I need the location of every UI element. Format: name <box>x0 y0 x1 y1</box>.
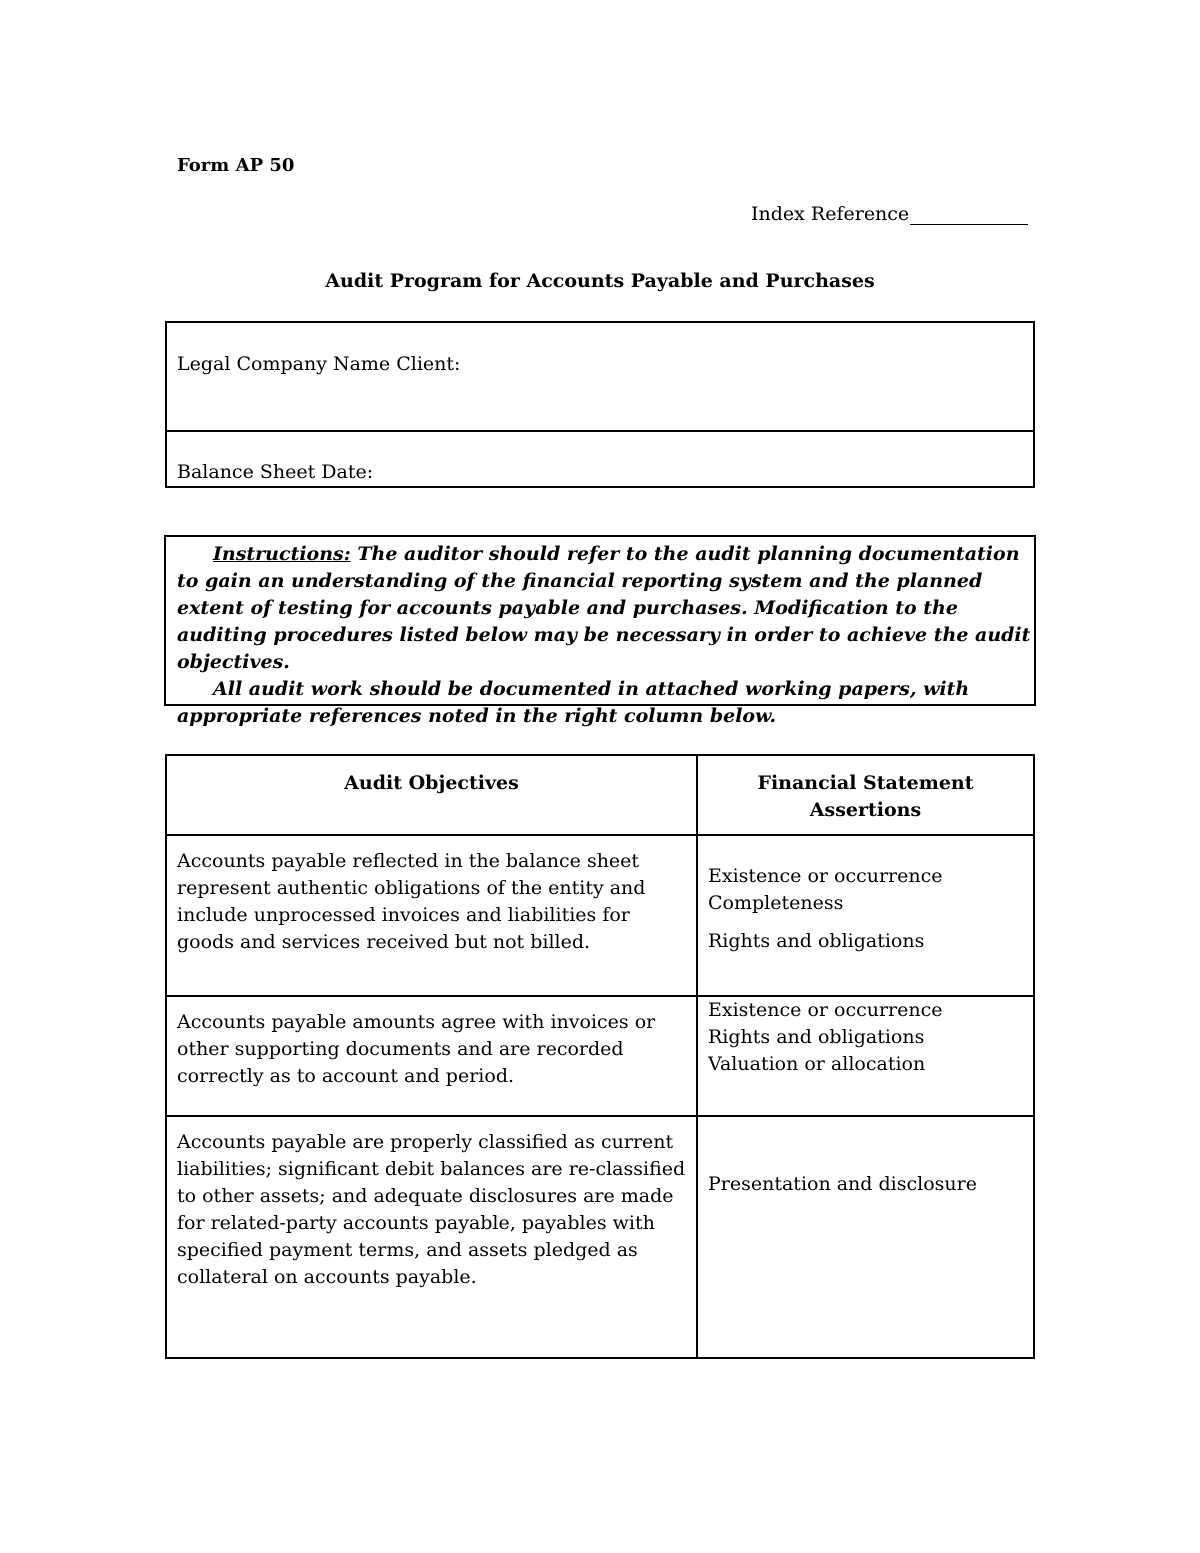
instructions-paragraph-1 <box>177 541 1034 676</box>
index-reference-field[interactable] <box>910 205 1028 225</box>
index-reference-label: Index Reference <box>751 203 910 225</box>
assertions-cell <box>697 1116 1034 1358</box>
assertions-cell <box>697 835 1034 996</box>
company-name-field[interactable] <box>167 323 1033 432</box>
assertion-item: Presentation and disclosure <box>708 1173 977 1195</box>
assertion-item: Existence or occurrence <box>708 999 943 1021</box>
objective-cell: Accounts payable amounts agree with invoices or other supporting documents and are recorded correctly as to account and period. <box>166 996 697 1116</box>
instructions-lead: Instructions: <box>213 543 351 565</box>
assertion-item: Valuation or allocation <box>708 1053 926 1075</box>
document-title: Audit Program for Accounts Payable and Purchases <box>325 270 875 292</box>
balance-sheet-date-label: Balance Sheet Date: <box>177 461 374 483</box>
table-row <box>166 835 1034 996</box>
audit-objectives-table <box>165 754 1035 1359</box>
header-assertions <box>697 755 1034 835</box>
table-header-row <box>166 755 1034 835</box>
form-id: Form AP 50 <box>177 155 295 176</box>
assertion-item: Existence or occurrence <box>708 865 943 887</box>
header-audit-objectives: Audit Objectives <box>166 755 697 835</box>
header-assertions-line2: Assertions <box>809 799 922 821</box>
client-info-box <box>165 321 1035 488</box>
table-row <box>166 996 1034 1116</box>
header-assertions-line1: Financial Statement <box>757 772 974 794</box>
assertion-item: Rights and obligations <box>708 930 925 952</box>
balance-sheet-date-field[interactable] <box>167 432 1033 486</box>
company-name-label: Legal Company Name Client: <box>177 353 461 375</box>
instructions-paragraph-2: All audit work should be documented in attached working papers, with appropriate references noted in the right column below. <box>177 678 970 727</box>
objective-cell: Accounts payable reflected in the balance sheet represent authentic obligations of the entity and include unprocessed invoices and liabilities for goods and services received but not billed. <box>166 835 697 996</box>
assertions-cell <box>697 996 1034 1116</box>
instructions-text-1: The auditor should refer to the audit planning documentation to gain an understanding of the financial reporting system and the planned extent of testing for accounts payable and purchases. Modification to the auditing procedures listed below may be necessary in order to achieve the audit objectives. <box>177 543 1031 673</box>
table-row <box>166 1116 1034 1358</box>
objective-cell: Accounts payable are properly classified as current liabilities; significant debit balances are re-classified to other assets; and adequate disclosures are made for related-party accounts payable, payables with specified payment terms, and assets pledged as collateral on accounts payable. <box>166 1116 697 1358</box>
assertion-item: Rights and obligations <box>708 1026 925 1048</box>
index-reference <box>751 203 1028 225</box>
assertion-item: Completeness <box>708 892 844 914</box>
instructions-box <box>164 535 1036 727</box>
